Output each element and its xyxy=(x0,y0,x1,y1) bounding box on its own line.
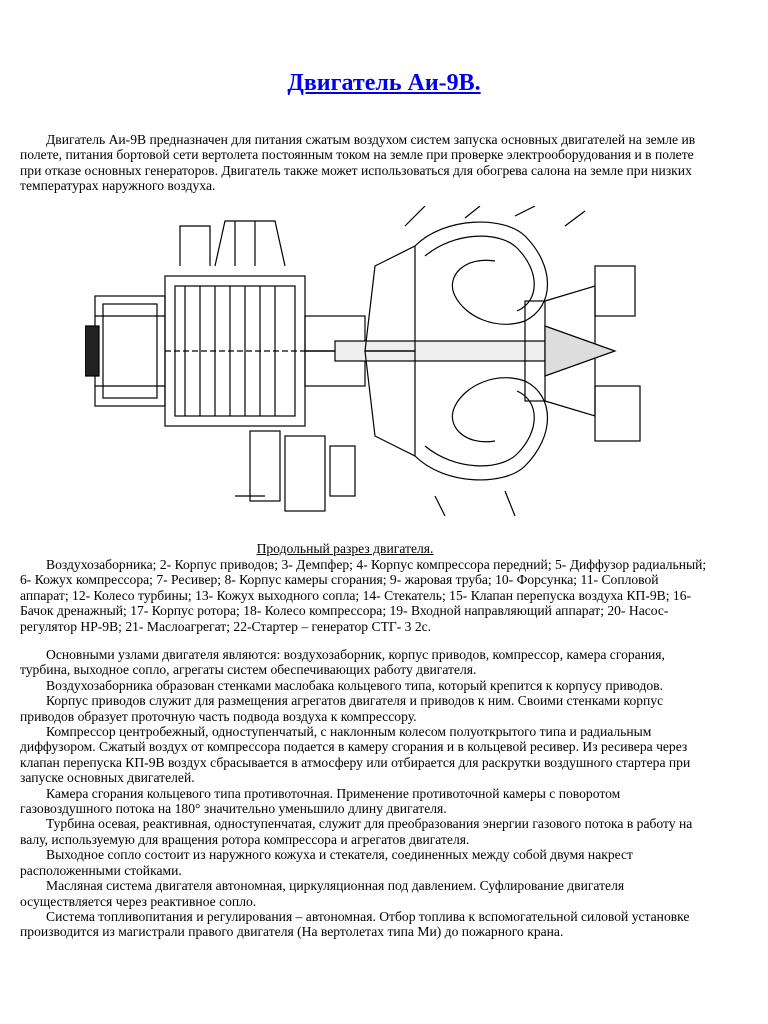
body-paragraph: Компрессор центробежный, одноступенчатый, с наклонным колесом полуоткрытого типа и радиальным диффузором. Сжатый воздух от компрессора подается в камеру сгорания и в кольцевой ресивер. Из ресивера через клапан перепуска КП-9В воздух сбрасывается в атмосферу или отбирается для раскрутки воздушного стартера при запуске основных двигателей. xyxy=(20,724,691,786)
body-paragraph: Воздухозаборника образован стенками маслобака кольцевого типа, который крепится к корпусу приводов. xyxy=(46,677,663,693)
body-paragraph: Масляная система двигателя автономная, циркуляционная под давлением. Суфлирование двигателя осуществляется через реактивное сопло. xyxy=(20,878,625,909)
page-title[interactable]: Двигатель Аи-9В. xyxy=(287,70,481,96)
body-paragraph: Камера сгорания кольцевого типа противоточная. Применение противоточной камеры с поворотом газовоздушного потока на 180° значительно уменьшило длину двигателя. xyxy=(20,785,621,817)
body-paragraph: Корпус приводов служит для размещения агрегатов двигателя и приводов к ним. Своими стенками корпус приводов образует проточную часть подвода воздуха к компрессору. xyxy=(20,693,664,724)
body-paragraph: Основными узлами двигателя являются: воздухозаборник, корпус приводов, компрессор, камера сгорания, турбина, выходное сопло, агрегаты систем обеспечивающих работу двигателя. xyxy=(20,647,665,678)
body-text xyxy=(20,647,710,940)
engine-cross-section-drawing xyxy=(85,206,645,536)
intro-paragraph: Двигатель Аи-9В предназначен для питания сжатым воздухом систем запуска основных двигателей на земле ив полете, питания бортовой сети вертолета постоянным током на земле при проверке электрооборудования и в полете при отказе основных генераторов. Двигатель также может использоваться для обогрева салона на земле при низких температурах наружного воздуха. xyxy=(20,132,696,194)
figure-legend: Воздухозаборника; 2- Корпус приводов; 3- Демпфер; 4- Корпус компрессора передний; 5- Диффузор радиальный; 6- Кожух компрессора; 7- Ресивер; 8- Корпус камеры сгорания; 9- жаровая труба; 10- Форсунка; 11- Сопловой аппарат; 12- Колесо турбины; 13- Кожух выходного сопла; 14- Стекатель; 15- Клапан перепуска воздуха КП-9В; 16- Бачок дренажный; 17- Корпус ротора; 18- Колесо компрессора; 19- Входной направляющий аппарат; 20- Насос-регулятор НР-9В; 21- Маслоагрегат; 22-Стартер – генератор СТГ- 3 2с. xyxy=(20,557,707,634)
body-paragraph: Система топливопитания и регулирования – автономная. Отбор топлива к вспомогательной силовой установке производится из магистрали правого двигателя (На вертолетах типа Ми) до пожарного крана. xyxy=(20,908,690,940)
body-paragraph: Выходное сопло состоит из наружного кожуха и стекателя, соединенных между собой двумя накрест расположенными стойками. xyxy=(20,847,633,878)
body-paragraph: Турбина осевая, реактивная, одноступенчатая, служит для преобразования энергии газового потока в работу на валу, используемую для вращения ротора компрессора и агрегатов двигателя. xyxy=(20,816,693,847)
figure-caption: Продольный разрез двигателя. xyxy=(256,541,434,556)
